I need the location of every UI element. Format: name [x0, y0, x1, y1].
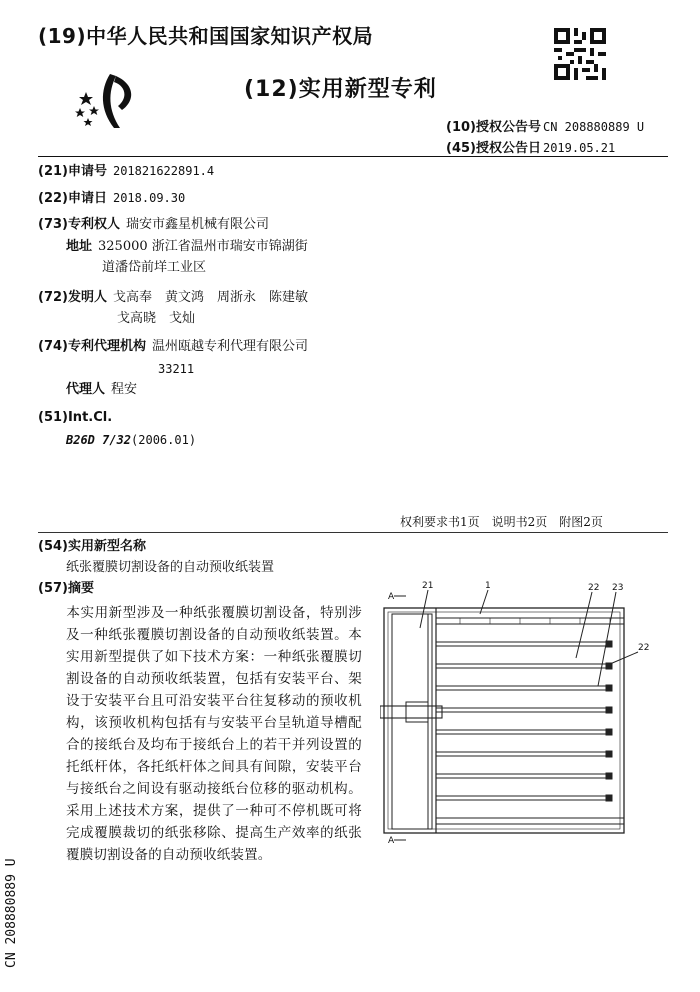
ref-21: 21: [422, 581, 434, 591]
inventors-line-1: 戈高奉 黄文鸿 周浙永 陈建敏: [112, 290, 308, 305]
patent-agent-label: 代理人: [66, 382, 106, 397]
drawing-pages: 附图2页: [559, 515, 603, 529]
page-counts: [400, 513, 615, 530]
address-line-1: 325000 浙江省温州市瑞安市锦湖街: [98, 239, 308, 254]
ref-22b: 22: [638, 643, 650, 653]
abstract-label: (57)摘要: [38, 581, 94, 596]
patentee: [38, 216, 269, 234]
int-cl-class: B26D 7/32: [66, 433, 132, 447]
ref-1: 1: [485, 581, 491, 591]
publication-number: [446, 116, 644, 135]
application-number: [38, 162, 214, 181]
utility-model-title: 纸张覆膜切割设备的自动预收纸装置: [66, 560, 275, 575]
publication-date-value: 2019.05.21: [542, 141, 616, 155]
ref-22a: 22: [588, 583, 600, 593]
application-date: [38, 189, 185, 208]
title-divider: [38, 532, 668, 533]
int-cl-label: (51)Int.Cl.: [38, 410, 113, 425]
utility-model-title-label: (54)实用新型名称: [38, 539, 146, 554]
qr-code: [554, 28, 606, 80]
header-divider: [38, 156, 668, 157]
section-mark-top: A: [388, 592, 395, 602]
application-number-label: (21)申请号: [38, 164, 107, 179]
inventors-line-2: 戈高晓 戈灿: [117, 311, 196, 326]
address-label: 地址: [66, 239, 93, 254]
patent-agency: [38, 338, 308, 356]
patent-type: (12)实用新型专利: [244, 77, 437, 102]
patent-agent-value: 程安: [111, 382, 138, 397]
ref-23: 23: [612, 583, 624, 593]
patent-agency-code: 33211: [158, 362, 195, 376]
side-publication-code: CN 208880889 U: [4, 858, 19, 968]
patent-agency-label: (74)专利代理机构: [38, 339, 146, 354]
address: [66, 238, 308, 256]
section-mark-bottom: A: [388, 836, 395, 846]
int-cl-classification: [66, 431, 196, 450]
application-number-value: 201821622891.4: [112, 164, 215, 178]
patent-agency-value: 温州瓯越专利代理有限公司: [151, 339, 308, 354]
patentee-value: 瑞安市鑫星机械有限公司: [125, 217, 269, 232]
address-line-2: 道潘岱前垟工业区: [102, 260, 207, 275]
application-date-label: (22)申请日: [38, 191, 107, 206]
description-pages: 说明书2页: [491, 515, 548, 529]
issuing-office: (19)中华人民共和国国家知识产权局: [38, 24, 374, 48]
device-drawing: [380, 578, 680, 848]
publication-date: [446, 137, 615, 156]
publication-date-label: (45)授权公告日: [446, 141, 541, 156]
inventors-label: (72)发明人: [38, 290, 107, 305]
publication-number-label: (10)授权公告号: [446, 120, 541, 135]
office-emblem-icon: [70, 70, 142, 130]
inventors: [38, 289, 308, 307]
patentee-label: (73)专利权人: [38, 217, 120, 232]
patent-agent: [66, 381, 137, 399]
publication-number-value: CN 208880889 U: [542, 120, 645, 134]
claims-pages: 权利要求书1页: [400, 515, 480, 529]
abstract-text: 本实用新型涉及一种纸张覆膜切割设备，特别涉及一种纸张覆膜切割设备的自动预收纸装置。本实用新型提供了如下技术方案：一种纸张覆膜切割设备的自动预收纸装置，包括有安装平台、架设于安装平台且可沿安装平台往复移动的预收机构，该预收机构包括有与安装平台呈轨道导槽配合的接纸台及均布于接纸台上的若干并列设置的托纸杆体，各托纸杆体之间具有间隙，安装平台与接纸台之间设有驱动接纸台位移的驱动机构。采用上述技术方案，提供了一种可不停机既可将完成覆膜裁切的纸张移除、提高生产效率的纸张覆膜切割设备的自动预收纸装置。: [66, 605, 362, 863]
application-date-value: 2018.09.30: [112, 191, 186, 205]
int-cl-year: (2006.01): [131, 433, 197, 447]
